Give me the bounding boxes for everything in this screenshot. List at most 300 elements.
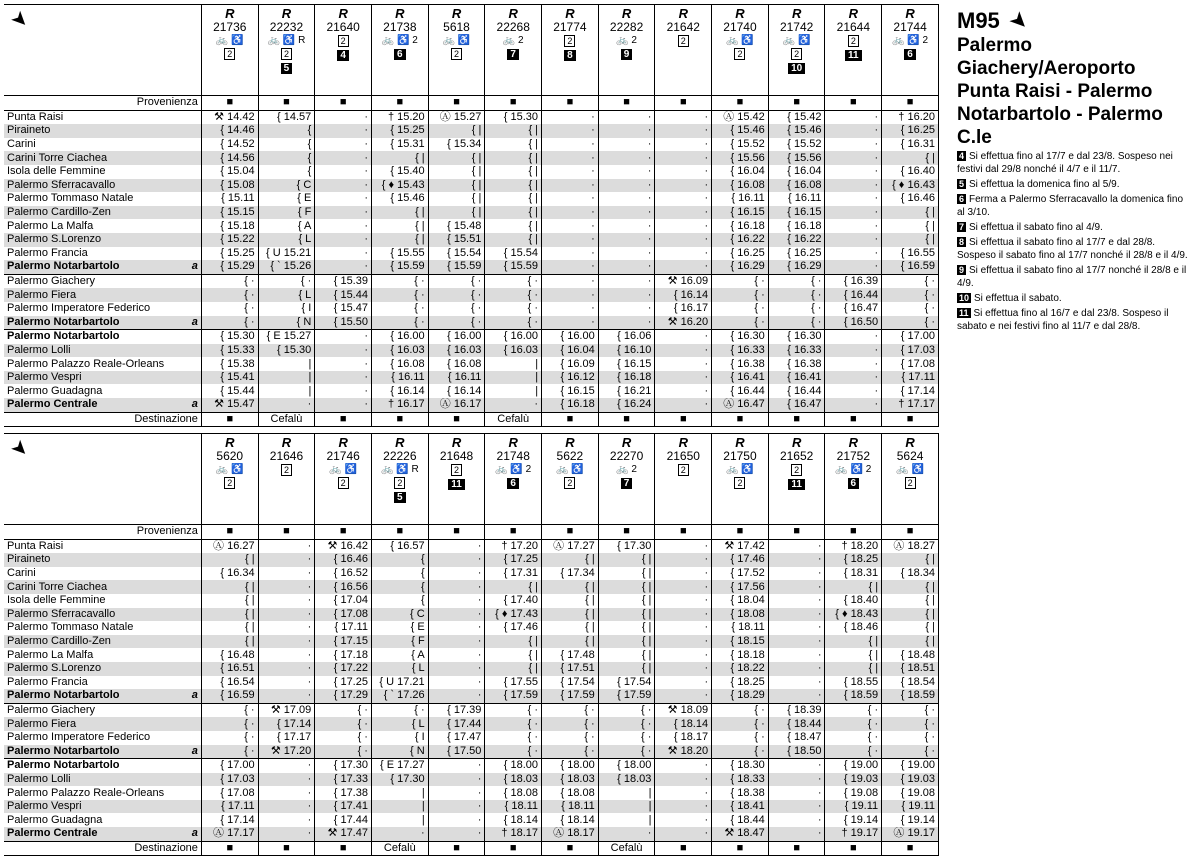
time-cell: · <box>768 539 825 553</box>
time-cell: ⚒ 16.42 <box>315 539 372 553</box>
station-row <box>4 567 939 581</box>
train-r-icon: R <box>735 435 745 450</box>
time-cell: { 19.11 <box>882 800 939 814</box>
time-cell: { 15.47 <box>315 302 372 316</box>
station-label: Palermo Vespri <box>7 371 82 384</box>
time-cell: { 17.18 <box>315 648 372 662</box>
time-cell: { | <box>485 138 542 152</box>
time-cell: { 18.00 <box>598 759 655 773</box>
time-cell: { 15.55 <box>371 247 428 261</box>
time-cell: · <box>768 580 825 594</box>
time-cell: { 16.31 <box>882 138 939 152</box>
provenienza-cell: ■ <box>598 96 655 111</box>
note-text: Si effettua il sabato fino al 4/9. <box>969 222 1103 233</box>
station-row <box>4 813 939 827</box>
time-cell: { 17.34 <box>542 567 599 581</box>
train-r-icon: R <box>508 435 518 450</box>
time-cell: { 17.48 <box>542 648 599 662</box>
time-cell: { · <box>542 703 599 717</box>
provenienza-cell: ■ <box>201 96 258 111</box>
time-cell: { | <box>485 151 542 165</box>
destinazione-cell: ■ <box>882 412 939 427</box>
station-name <box>4 827 201 841</box>
time-cell: { 17.41 <box>315 800 372 814</box>
station-label: Palermo Fiera <box>7 717 77 730</box>
time-cell: · <box>768 773 825 787</box>
time-cell: { 16.15 <box>768 206 825 220</box>
time-cell: { <box>258 165 315 179</box>
class-badge: 2 <box>678 35 689 47</box>
time-cell: { | <box>542 621 599 635</box>
station-label: Carini <box>7 138 36 151</box>
train-header <box>598 5 655 96</box>
time-cell: · <box>258 689 315 703</box>
destinazione-cell: ■ <box>315 841 372 856</box>
station-name <box>4 151 201 165</box>
time-cell: { 16.08 <box>371 357 428 371</box>
station-name <box>4 689 201 703</box>
time-cell: { · <box>712 274 769 288</box>
time-cell: · <box>655 247 712 261</box>
time-cell: { 17.15 <box>315 635 372 649</box>
time-cell: { 16.12 <box>542 371 599 385</box>
train-r-icon: R <box>678 6 688 21</box>
time-cell: { | <box>882 621 939 635</box>
time-cell: { 16.03 <box>428 344 485 358</box>
time-cell: · <box>768 608 825 622</box>
destinazione-cell: ■ <box>542 841 599 856</box>
time-cell: · <box>655 773 712 787</box>
time-cell: { A <box>371 648 428 662</box>
time-cell: { 17.38 <box>315 786 372 800</box>
time-cell: { · <box>712 717 769 731</box>
train-r-icon: R <box>621 6 632 21</box>
note-item <box>957 177 1192 191</box>
time-cell: { 18.44 <box>712 813 769 827</box>
time-cell: { <box>258 151 315 165</box>
class-badge: 2 <box>791 464 802 476</box>
time-cell: · <box>825 344 882 358</box>
time-cell: { 17.14 <box>882 384 939 398</box>
train-header <box>485 5 542 96</box>
time-cell: { · <box>768 288 825 302</box>
time-cell: { 16.04 <box>712 165 769 179</box>
time-cell: ⚒ 18.20 <box>655 745 712 759</box>
destinazione-cell: ■ <box>201 841 258 856</box>
time-cell: { 16.11 <box>371 371 428 385</box>
time-cell: { 17.59 <box>485 689 542 703</box>
time-cell: { 17.03 <box>882 344 939 358</box>
bike-wheelchair-icon: 🚲 ♿ 2 <box>495 464 532 475</box>
time-cell: · <box>825 110 882 124</box>
station-row <box>4 288 939 302</box>
station-label: Palermo Tommaso Natale <box>7 192 134 205</box>
time-cell: · <box>315 110 372 124</box>
time-cell: { 16.22 <box>768 233 825 247</box>
time-cell: · <box>768 594 825 608</box>
time-cell: { · <box>882 302 939 316</box>
bike-wheelchair-icon: 🚲 ♿ <box>329 464 357 475</box>
train-r-icon: R <box>281 6 292 21</box>
note-item <box>957 192 1192 219</box>
time-cell: { | <box>598 594 655 608</box>
time-cell: { | <box>428 124 485 138</box>
station-label: Palermo Francia <box>7 675 88 688</box>
note-badge: 6 <box>848 478 860 489</box>
provenienza-cell: ■ <box>371 96 428 111</box>
train-r-icon: R <box>395 6 405 21</box>
time-cell: { 17.47 <box>428 731 485 745</box>
time-cell: { | <box>485 165 542 179</box>
train-header <box>825 434 882 525</box>
time-cell: · <box>598 165 655 179</box>
destinazione-cell: ■ <box>712 841 769 856</box>
time-cell: { · <box>825 717 882 731</box>
station-row <box>4 371 939 385</box>
time-cell: { | <box>428 165 485 179</box>
train-header <box>371 434 428 525</box>
train-header <box>655 434 712 525</box>
time-cell: { 15.39 <box>315 274 372 288</box>
station-row <box>4 662 939 676</box>
time-cell: { 16.15 <box>712 206 769 220</box>
time-cell: · <box>542 288 599 302</box>
time-cell: { 16.04 <box>542 344 599 358</box>
time-cell: · <box>258 635 315 649</box>
time-cell: { | <box>598 621 655 635</box>
time-cell: · <box>258 621 315 635</box>
time-cell: | <box>371 800 428 814</box>
note-number: 8 <box>959 237 965 247</box>
time-cell: { 17.11 <box>882 371 939 385</box>
time-cell: · <box>768 800 825 814</box>
time-cell: { N <box>258 316 315 330</box>
destinazione-cell: ■ <box>542 412 599 427</box>
time-cell: { 17.00 <box>201 759 258 773</box>
time-cell: { 17.14 <box>258 717 315 731</box>
time-cell: { 16.15 <box>598 357 655 371</box>
station-label: Palermo Centrale <box>7 827 98 840</box>
time-cell: · <box>258 759 315 773</box>
time-cell: { 16.46 <box>882 192 939 206</box>
time-cell: · <box>315 330 372 344</box>
time-cell: { 15.52 <box>712 138 769 152</box>
destinazione-cell: Cefalù <box>258 412 315 427</box>
time-cell: · <box>655 580 712 594</box>
time-cell: { 14.52 <box>201 138 258 152</box>
time-cell: { 17.30 <box>315 759 372 773</box>
station-label: Punta Raisi <box>7 539 64 552</box>
train-number: 21738 <box>383 20 417 34</box>
station-name <box>4 567 201 581</box>
time-cell: { 16.14 <box>655 288 712 302</box>
time-cell: { C <box>371 608 428 622</box>
time-cell: · <box>428 800 485 814</box>
time-cell: { 16.40 <box>882 165 939 179</box>
time-cell: { | <box>485 662 542 676</box>
time-cell: { | <box>485 648 542 662</box>
time-cell: { U 15.21 <box>258 247 315 261</box>
time-cell: { 17.56 <box>712 580 769 594</box>
time-cell: · <box>655 553 712 567</box>
time-cell: · <box>258 676 315 690</box>
time-cell: · <box>825 330 882 344</box>
station-label: Palermo Palazzo Reale-Orleans <box>7 786 165 799</box>
time-cell: { L <box>371 662 428 676</box>
provenienza-cell: ■ <box>485 525 542 540</box>
arrival-marker: a <box>191 398 198 411</box>
time-cell: · <box>655 192 712 206</box>
provenienza-cell: ■ <box>542 96 599 111</box>
time-cell: · <box>315 219 372 233</box>
train-number: 21642 <box>666 20 700 34</box>
time-cell: · <box>768 635 825 649</box>
time-cell: · <box>258 773 315 787</box>
time-cell: · <box>428 786 485 800</box>
class-badge: 2 <box>734 477 745 489</box>
time-cell: { 16.18 <box>598 371 655 385</box>
class-badge: 2 <box>338 35 349 47</box>
time-cell: · <box>258 662 315 676</box>
time-cell: · <box>542 206 599 220</box>
note-badge: 4 <box>337 50 349 61</box>
provenienza-label: Provenienza <box>4 96 201 111</box>
time-cell: · <box>428 689 485 703</box>
time-cell: { 18.22 <box>712 662 769 676</box>
time-cell: ⚒ 16.20 <box>655 316 712 330</box>
time-cell: { · <box>882 745 939 759</box>
train-number: 21744 <box>893 20 927 34</box>
arrival-marker: a <box>191 744 198 757</box>
destinazione-cell: ■ <box>825 841 882 856</box>
time-cell: { 16.52 <box>315 567 372 581</box>
time-cell: { | <box>485 206 542 220</box>
station-label: Palermo La Malfa <box>7 648 94 661</box>
destinazione-label: Destinazione <box>4 841 201 856</box>
time-cell: · <box>825 219 882 233</box>
time-cell: { 18.03 <box>542 773 599 787</box>
bike-wheelchair-icon: 🚲 ♿ 2 <box>381 35 418 46</box>
bike-wheelchair-icon: 🚲 ♿ <box>782 35 811 46</box>
train-number: 21650 <box>666 449 700 463</box>
time-cell: { 15.31 <box>371 138 428 152</box>
time-cell: { | <box>598 580 655 594</box>
time-cell: { 16.29 <box>712 260 769 274</box>
note-badge: 6 <box>904 49 916 60</box>
time-cell: { | <box>598 662 655 676</box>
time-cell: { 15.15 <box>201 206 258 220</box>
time-cell: { ` 15.26 <box>258 260 315 274</box>
time-cell: { · <box>598 745 655 759</box>
destinazione-cell: Cefalù <box>598 841 655 856</box>
time-cell: · <box>315 179 372 193</box>
train-header <box>712 5 769 96</box>
time-cell: · <box>655 662 712 676</box>
time-cell: { 17.03 <box>201 773 258 787</box>
station-name <box>4 192 201 206</box>
time-cell: · <box>258 580 315 594</box>
train-header <box>655 5 712 96</box>
station-name <box>4 553 201 567</box>
station-name <box>4 344 201 358</box>
time-cell: Ⓐ 18.17 <box>542 827 599 841</box>
time-cell: { F <box>258 206 315 220</box>
class-badge: 2 <box>848 35 859 47</box>
time-cell: { 16.11 <box>712 192 769 206</box>
time-cell: · <box>655 689 712 703</box>
station-row <box>4 539 939 553</box>
note-text: Ferma a Palermo Sferracavallo la domenica fino al 3/10. <box>957 194 1183 218</box>
provenienza-cell: ■ <box>428 96 485 111</box>
time-cell: · <box>315 371 372 385</box>
bike-wheelchair-icon: 🚲 ♿ <box>215 464 244 475</box>
note-number: 5 <box>959 179 965 189</box>
time-cell: · <box>258 648 315 662</box>
train-header <box>258 434 315 525</box>
time-cell: { | <box>428 206 485 220</box>
time-cell: { 16.39 <box>825 274 882 288</box>
time-cell: { · <box>825 703 882 717</box>
station-name <box>4 260 201 274</box>
time-cell: · <box>258 786 315 800</box>
time-cell: { · <box>485 302 542 316</box>
station-name <box>4 371 201 385</box>
time-cell: · <box>258 398 315 412</box>
time-cell: { 18.40 <box>825 594 882 608</box>
time-cell: · <box>768 759 825 773</box>
station-name <box>4 648 201 662</box>
time-cell: { · <box>712 745 769 759</box>
station-label: Palermo Tommaso Natale <box>7 621 134 634</box>
bike-wheelchair-icon: 🚲 ♿ R <box>380 464 419 475</box>
time-cell: · <box>315 344 372 358</box>
train-r-icon: R <box>508 6 518 21</box>
train-header <box>882 434 939 525</box>
time-cell: { · <box>371 302 428 316</box>
station-label: Carini Torre Ciachea <box>7 151 108 164</box>
train-number: 21740 <box>723 20 757 34</box>
time-cell: · <box>315 124 372 138</box>
time-cell: Ⓐ 16.17 <box>428 398 485 412</box>
station-row <box>4 233 939 247</box>
time-cell: · <box>598 288 655 302</box>
station-row <box>4 635 939 649</box>
time-cell: { 18.25 <box>825 553 882 567</box>
time-cell: · <box>655 179 712 193</box>
bike-wheelchair-icon: 🚲 2 <box>616 464 637 475</box>
note-text: Si effettua fino al 16/7 e dal 23/8. Sospeso il sabato e nei festivi fino al 11/7 e dal 28/8. <box>957 308 1169 332</box>
note-item <box>957 235 1192 262</box>
time-cell: { | <box>882 151 939 165</box>
time-cell: { · <box>485 731 542 745</box>
destinazione-cell: ■ <box>882 841 939 856</box>
time-cell: · <box>655 635 712 649</box>
train-header <box>201 434 258 525</box>
destinazione-cell: ■ <box>712 412 769 427</box>
time-cell: { · <box>882 288 939 302</box>
station-name <box>4 302 201 316</box>
time-cell: · <box>258 608 315 622</box>
time-cell: { 18.14 <box>542 813 599 827</box>
time-cell: · <box>768 648 825 662</box>
time-cell: { · <box>825 731 882 745</box>
time-cell: { 17.54 <box>542 676 599 690</box>
time-cell: · <box>428 662 485 676</box>
header-corner <box>4 5 201 96</box>
station-label: Palermo Fiera <box>7 288 77 301</box>
time-cell: { | <box>882 553 939 567</box>
station-name <box>4 233 201 247</box>
station-row <box>4 703 939 717</box>
time-cell: { 17.39 <box>428 703 485 717</box>
time-cell: Ⓐ 15.27 <box>428 110 485 124</box>
time-cell: { 16.15 <box>542 384 599 398</box>
time-cell: { 16.44 <box>768 384 825 398</box>
time-cell: † 17.20 <box>485 539 542 553</box>
time-cell: { 15.22 <box>201 233 258 247</box>
time-cell: · <box>315 247 372 261</box>
station-label: Palermo S.Lorenzo <box>7 662 102 675</box>
time-cell: · <box>825 124 882 138</box>
time-cell: ⚒ 18.09 <box>655 703 712 717</box>
time-cell: { | <box>542 594 599 608</box>
time-cell: · <box>371 827 428 841</box>
train-header-row <box>4 5 939 96</box>
time-cell: { · <box>201 274 258 288</box>
station-name <box>4 179 201 193</box>
station-name <box>4 274 201 288</box>
station-row <box>4 179 939 193</box>
time-cell: { 18.00 <box>485 759 542 773</box>
time-cell: { | <box>542 608 599 622</box>
time-cell: · <box>655 800 712 814</box>
station-name <box>4 398 201 412</box>
station-name <box>4 786 201 800</box>
time-cell: · <box>655 124 712 138</box>
bike-wheelchair-icon: 🚲 ♿ <box>726 464 754 475</box>
time-cell: † 19.17 <box>825 827 882 841</box>
time-cell: { 16.18 <box>768 219 825 233</box>
time-cell: { · <box>485 274 542 288</box>
time-cell: { 14.57 <box>258 110 315 124</box>
time-cell: · <box>542 247 599 261</box>
time-cell: { | <box>201 580 258 594</box>
time-cell: { 17.30 <box>371 773 428 787</box>
time-cell: Ⓐ 17.17 <box>201 827 258 841</box>
time-cell: | <box>371 813 428 827</box>
time-cell: { 16.06 <box>598 330 655 344</box>
time-cell: { 16.11 <box>428 371 485 385</box>
time-cell: { <box>371 553 428 567</box>
time-cell: { · <box>542 717 599 731</box>
station-row <box>4 827 939 841</box>
station-row <box>4 384 939 398</box>
time-cell: { · <box>485 288 542 302</box>
bike-wheelchair-icon: 🚲 ♿ <box>896 464 924 475</box>
time-cell: · <box>428 635 485 649</box>
class-badge: 2 <box>224 48 235 60</box>
time-cell: { <box>258 138 315 152</box>
time-cell: · <box>315 398 372 412</box>
station-label: Palermo Notarbartolo <box>7 744 120 757</box>
time-cell: { 18.03 <box>598 773 655 787</box>
class-badge: 2 <box>791 48 802 60</box>
class-badge: 2 <box>564 477 575 489</box>
provenienza-cell: ■ <box>655 96 712 111</box>
time-cell: { · <box>598 717 655 731</box>
time-cell: { 16.00 <box>485 330 542 344</box>
station-label: Palermo S.Lorenzo <box>7 233 102 246</box>
